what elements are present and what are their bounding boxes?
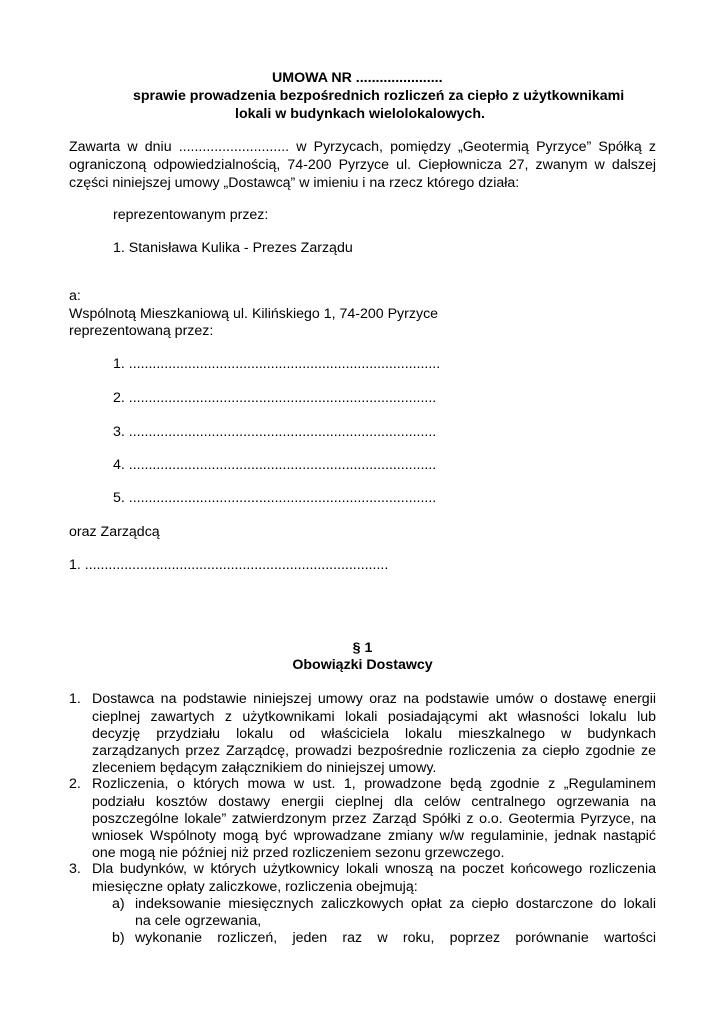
community-rep-2: 2. .............................................................................. [113, 390, 437, 406]
community-rep-4: 4. .............................................................................. [113, 457, 437, 473]
para-1-line-5: zleceniem będącym załącznikiem do niniejszej umowy. [92, 760, 437, 776]
supplier-rep-1: 1. Stanisława Kulika - Prezes Zarządu [113, 240, 353, 256]
manager-label: oraz Zarządcą [69, 524, 160, 540]
community-name: Wspólnotą Mieszkaniową ul. Kilińskiego 1, 74-200 Pyrzyce [69, 306, 439, 322]
sub-a-line-2: na cele ogrzewania, [135, 913, 262, 929]
sub-a-label: a) [112, 896, 125, 912]
sub-b-label: b) [112, 930, 125, 946]
community-rep-1: 1. ............................................................................... [113, 356, 441, 372]
para-2-number: 2. [69, 776, 81, 792]
para-2-line-4: wniosek Wspólnoty mogą być wprowadzane zmiany w/w regulaminie, jednak nastąpić [92, 828, 656, 844]
community-reps-label: reprezentowaną przez: [69, 323, 214, 339]
section-number: § 1 [352, 640, 373, 656]
community-rep-3: 3. .............................................................................. [113, 424, 437, 440]
contract-subject-line2: lokali w budynkach wielolokalowych. [235, 106, 485, 122]
contract-title: UMOWA NR ...................... [272, 70, 443, 86]
intro-line-3: części niniejszej umowy „Dostawcą” w imieniu i na rzecz którego działa: [69, 175, 520, 191]
intro-line-2: ograniczoną odpowiedzialnością, 74-200 Pyrzyce ul. Ciepłownicza 27, zwanym w dalszej [69, 157, 656, 173]
para-2-line-2: podziału kosztów dostawy energii cieplnej dla celów centralnego ogrzewania na [92, 794, 656, 810]
community-rep-5: 5. .............................................................................. [113, 490, 437, 506]
para-2-line-1: Rozliczenia, o których mowa w ust. 1, prowadzone będą zgodnie z „Regulaminem [92, 776, 656, 792]
para-3-line-1: Dla budynków, w których użytkownicy lokali wnoszą na poczet końcowego rozliczenia [92, 861, 656, 877]
sub-a-line-1: indeksowanie miesięcznych zaliczkowych opłat za ciepło dostarczone do lokali [135, 896, 656, 912]
para-1-line-1: Dostawca na podstawie niniejszej umowy oraz na podstawie umów o dostawę energii [92, 691, 656, 707]
manager-1: 1. ............................................................................. [69, 557, 389, 573]
para-1-line-4: zarządzanych przez Zarządcę, prowadzi bezpośrednie rozliczenia za ciepło zgodnie ze [92, 743, 656, 759]
para-1-line-2: cieplnej zawartych z użytkownikami lokali posiadającymi akt własności lokalu lub [92, 709, 656, 725]
supplier-reps-label: reprezentowanym przez: [113, 207, 269, 223]
para-3-number: 3. [69, 861, 81, 877]
para-3-line-2: miesięczne opłaty zaliczkowe, rozliczenia obejmują: [92, 879, 418, 895]
para-1-line-3: decyzję przydziału lokalu od właściciela lokalu mieszkalnego w budynkach [92, 726, 656, 742]
section-heading: Obowiązki Dostawcy [292, 657, 433, 673]
contract-subject-line1: sprawie prowadzenia bezpośrednich rozliczeń za ciepło z użytkownikami [133, 88, 625, 104]
para-2-line-3: poszczególne lokale” zatwierdzonym przez Zarząd Spółki z o.o. Geotermia Pyrzyce, na [92, 811, 656, 827]
intro-line-1: Zawarta w dniu ............................ w Pyrzycach, pomiędzy „Geotermią Pyrzyce” Spółką z [69, 139, 656, 155]
sub-b-line-1: wykonanie rozliczeń, jeden raz w roku, poprzez porównanie wartości [135, 930, 656, 946]
para-1-number: 1. [69, 691, 81, 707]
party-a-label: a: [69, 288, 81, 304]
para-2-line-5: one mogą nie później niż przed rozliczeniem sezonu grzewczego. [92, 845, 505, 861]
